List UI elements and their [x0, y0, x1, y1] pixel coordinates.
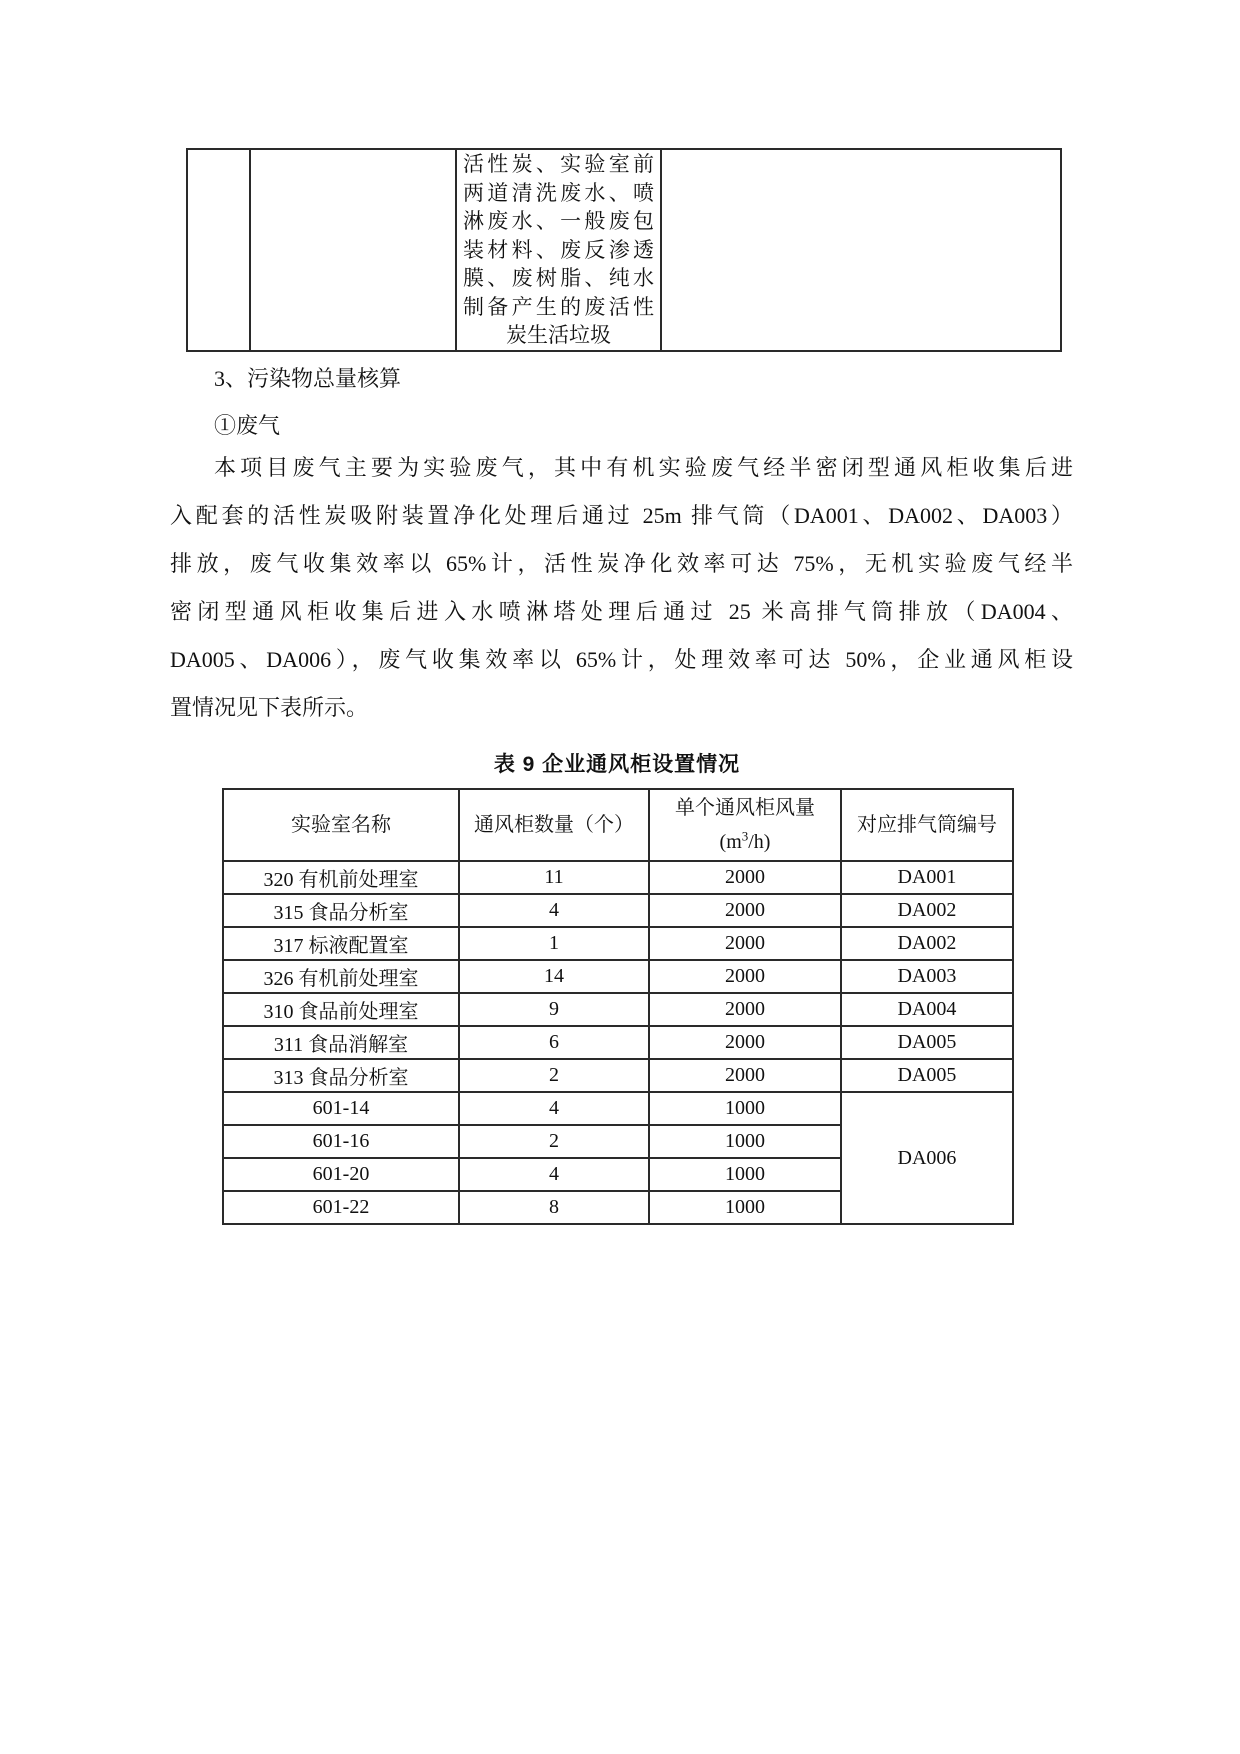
- waste-list-line: 炭生活垃圾: [506, 323, 611, 347]
- table9-header-count: 通风柜数量（个）: [459, 789, 649, 861]
- table9-header-row: [223, 789, 1013, 861]
- cell-lab-name: 601-14: [223, 1092, 459, 1125]
- waste-list-line: 制备产生的废活性: [463, 294, 654, 319]
- cell-hood-count: 4: [459, 894, 649, 927]
- table9-row: [223, 1059, 1013, 1092]
- cell-lab-name: 320 有机前处理室: [223, 861, 459, 894]
- cell-lab-name: 313 食品分析室: [223, 1059, 459, 1092]
- cell-airflow: 2000: [649, 894, 841, 927]
- paragraph-line: DA005、DA006），废气收集效率以 65%计，处理效率可达 50%，企业通风柜设: [170, 647, 1073, 672]
- table9-header-lab: 实验室名称: [223, 789, 459, 861]
- cell-hood-count: 14: [459, 960, 649, 993]
- cell-hood-count: 2: [459, 1059, 649, 1092]
- table9-fume-hood-setup: [222, 788, 1014, 1225]
- waste-list-lines: [463, 150, 654, 350]
- cell-airflow: 2000: [649, 1026, 841, 1059]
- cell-lab-name: 601-20: [223, 1158, 459, 1191]
- waste-list-line: 两道清洗废水、喷: [463, 180, 654, 205]
- waste-list-line: 淋废水、一般废包: [463, 209, 654, 233]
- cell-airflow: 2000: [649, 993, 841, 1026]
- cell-lab-name: 310 食品前处理室: [223, 993, 459, 1026]
- cell-airflow: 2000: [649, 927, 841, 960]
- continuation-cell-empty-3: [661, 149, 1061, 351]
- table9-row: [223, 960, 1013, 993]
- cell-airflow: 1000: [649, 1158, 841, 1191]
- paragraph-line: 排放，废气收集效率以 65%计，活性炭净化效率可达 75%，无机实验废气经半: [170, 551, 1073, 576]
- table9-row: [223, 894, 1013, 927]
- table9-row: [223, 993, 1013, 1026]
- table9-header-airflow-unit: $(m^3/h)$: [719, 828, 771, 853]
- section-heading-waste-gas: ①废气: [214, 413, 281, 438]
- cell-airflow: 2000: [649, 1059, 841, 1092]
- cell-hood-count: 9: [459, 993, 649, 1026]
- cell-airflow: 1000: [649, 1092, 841, 1125]
- cell-hood-count: 11: [459, 861, 649, 894]
- cell-outlet-id: DA002: [841, 894, 1013, 927]
- continuation-table-row: [187, 149, 1061, 351]
- paragraph-line: 置情况见下表所示。: [170, 695, 369, 720]
- table9-row: [223, 1092, 1013, 1125]
- cell-airflow: 2000: [649, 861, 841, 894]
- cell-outlet-id: DA005: [841, 1059, 1013, 1092]
- body-paragraph: [170, 444, 1073, 732]
- cell-outlet-id: DA002: [841, 927, 1013, 960]
- cell-hood-count: 2: [459, 1125, 649, 1158]
- continuation-table: [186, 148, 1062, 352]
- continuation-cell-waste-list: [456, 149, 661, 351]
- cell-airflow: 2000: [649, 960, 841, 993]
- cell-lab-name: 326 有机前处理室: [223, 960, 459, 993]
- cell-lab-name: 317 标液配置室: [223, 927, 459, 960]
- continuation-cell-empty-1: [187, 149, 250, 351]
- section-heading-total-accounting: 3、污染物总量核算: [214, 366, 402, 391]
- cell-outlet-id: DA005: [841, 1026, 1013, 1059]
- table9-header-airflow-line1: 单个通风柜风量: [675, 797, 815, 820]
- airflow-superscript: 3: [741, 828, 749, 844]
- paragraph-line: 入配套的活性炭吸附装置净化处理后通过 25m 排气筒（DA001、DA002、DA003）: [170, 503, 1073, 528]
- cell-hood-count: 8: [459, 1191, 649, 1224]
- cell-hood-count: 4: [459, 1092, 649, 1125]
- waste-list-line: 活性炭、实验室前: [463, 152, 654, 176]
- waste-list-line: 装材料、废反渗透: [463, 237, 654, 262]
- table9-title: 表 9 企业通风柜设置情况: [493, 753, 741, 776]
- paragraph-line: 密闭型通风柜收集后进入水喷淋塔处理后通过 25 米高排气筒排放（DA004、: [170, 599, 1073, 624]
- cell-lab-name: 315 食品分析室: [223, 894, 459, 927]
- cell-lab-name: 601-22: [223, 1191, 459, 1224]
- paragraph-line: 本项目废气主要为实验废气，其中有机实验废气经半密闭型通风柜收集后进: [214, 455, 1073, 480]
- cell-airflow: 1000: [649, 1191, 841, 1224]
- cell-airflow: 1000: [649, 1125, 841, 1158]
- table9-header-outlet: 对应排气筒编号: [841, 789, 1013, 861]
- continuation-cell-empty-2: [250, 149, 456, 351]
- table9-row: [223, 861, 1013, 894]
- cell-outlet-id: DA006: [841, 1092, 1013, 1224]
- cell-hood-count: 6: [459, 1026, 649, 1059]
- cell-lab-name: 601-16: [223, 1125, 459, 1158]
- table9-header-airflow: [649, 789, 841, 861]
- table9-row: [223, 1026, 1013, 1059]
- table9-body: [223, 861, 1013, 1224]
- cell-lab-name: 311 食品消解室: [223, 1026, 459, 1059]
- cell-hood-count: 1: [459, 927, 649, 960]
- table9-row: [223, 927, 1013, 960]
- waste-list-line: 膜、废树脂、纯水: [463, 266, 654, 290]
- cell-outlet-id: DA004: [841, 993, 1013, 1026]
- cell-outlet-id: DA003: [841, 960, 1013, 993]
- cell-hood-count: 4: [459, 1158, 649, 1191]
- cell-outlet-id: DA001: [841, 861, 1013, 894]
